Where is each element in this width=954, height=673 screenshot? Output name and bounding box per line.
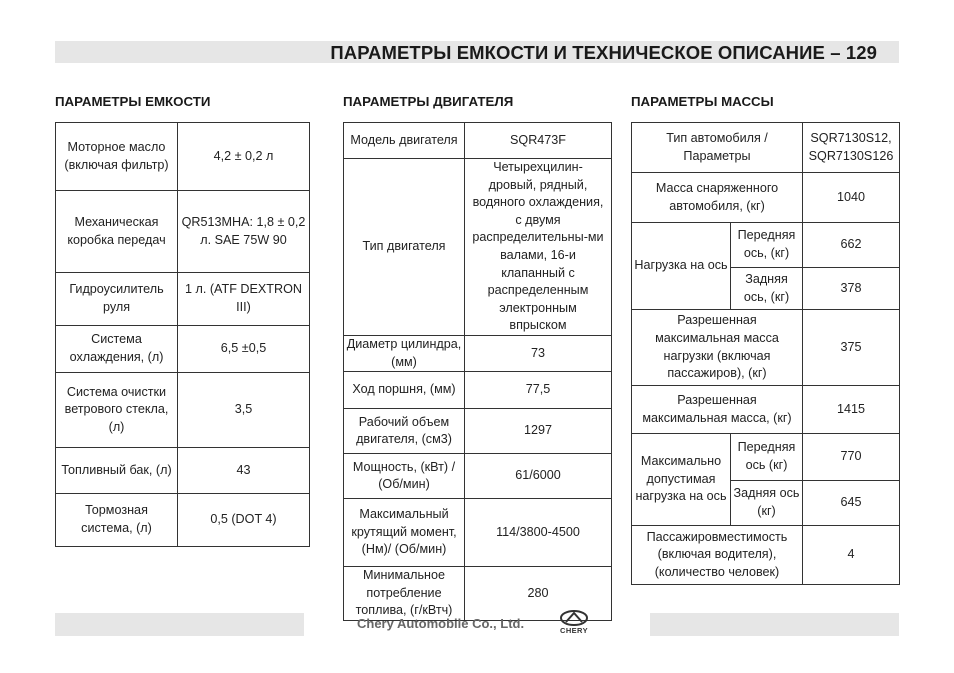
table-row (56, 273, 310, 326)
table-row (632, 223, 900, 268)
mass-axle-front-value: 662 (803, 223, 900, 268)
engine-section-title: ПАРАМЕТРЫ ДВИГАТЕЛЯ (343, 94, 514, 109)
capacity-value: 0,5 (DOT 4) (178, 494, 310, 547)
footer-bar-right (650, 613, 899, 636)
capacity-value: 43 (178, 448, 310, 494)
mass-gross-label: Разрешенная максимальная масса, (кг) (632, 386, 803, 434)
capacity-label: Моторное масло (включая фильтр) (56, 123, 178, 191)
table-row (344, 372, 612, 409)
table-row (632, 123, 900, 173)
table-row (632, 386, 900, 434)
mass-payload-value: 375 (803, 310, 900, 386)
engine-label: Минимальное потребление топлива, (г/кВтч) (344, 567, 465, 621)
table-row (344, 123, 612, 159)
capacity-table (55, 122, 310, 547)
table-row (56, 448, 310, 494)
mass-axle-rear-value: 378 (803, 268, 900, 310)
table-row (56, 373, 310, 448)
table-row (344, 335, 612, 371)
engine-value: 73 (465, 335, 612, 371)
mass-curb-value: 1040 (803, 173, 900, 223)
capacity-value: 4,2 ± 0,2 л (178, 123, 310, 191)
engine-label: Максимальный крутящий момент, (Нм)/ (Об/мин) (344, 499, 465, 567)
mass-max-axle-label: Максимально допустимая нагрузка на ось (632, 434, 731, 526)
capacity-label: Система охлаждения, (л) (56, 326, 178, 373)
mass-max-front-label: Передняя ось (кг) (731, 434, 803, 481)
mass-gross-value: 1415 (803, 386, 900, 434)
footer-bar-left (55, 613, 304, 636)
table-row (632, 526, 900, 585)
engine-value: 280 (465, 567, 612, 621)
mass-seats-value: 4 (803, 526, 900, 585)
table-row (632, 310, 900, 386)
mass-max-rear-value: 645 (803, 481, 900, 526)
engine-label: Ход поршня, (мм) (344, 372, 465, 409)
engine-value: 1297 (465, 409, 612, 454)
engine-label: Модель двигателя (344, 123, 465, 159)
capacity-label: Система очистки ветрового стекла, (л) (56, 373, 178, 448)
engine-label: Тип двигателя (344, 159, 465, 336)
table-row (56, 494, 310, 547)
engine-label: Диаметр цилиндра, (мм) (344, 335, 465, 371)
engine-value: SQR473F (465, 123, 612, 159)
footer-company: Chery Automobile Co., Ltd. (357, 616, 525, 631)
engine-value: 114/3800-4500 (465, 499, 612, 567)
capacity-value: 3,5 (178, 373, 310, 448)
table-row (344, 454, 612, 499)
page-title: ПАРАМЕТРЫ ЕМКОСТИ И ТЕХНИЧЕСКОЕ ОПИСАНИЕ – 129 (330, 42, 877, 63)
table-row (56, 326, 310, 373)
mass-max-front-value: 770 (803, 434, 900, 481)
mass-curb-label: Масса снаряженного автомобиля, (кг) (632, 173, 803, 223)
header-bar (55, 41, 899, 63)
mass-table (631, 122, 900, 585)
capacity-label: Топливный бак, (л) (56, 448, 178, 494)
engine-table (343, 122, 612, 621)
table-row (632, 434, 900, 481)
engine-value: 77,5 (465, 372, 612, 409)
mass-seats-label: Пассажировместимость (включая водителя), (количество человек) (632, 526, 803, 585)
mass-axle-label: Нагрузка на ось (632, 223, 731, 310)
capacity-value: 6,5 ±0,5 (178, 326, 310, 373)
capacity-label: Гидроусилитель руля (56, 273, 178, 326)
table-row (632, 173, 900, 223)
mass-type-label: Тип автомобиля / Параметры (632, 123, 803, 173)
capacity-value: QR513MHA: 1,8 ± 0,2 л. SAE 75W 90 (178, 191, 310, 273)
table-row (344, 159, 612, 336)
capacity-value: 1 л. (ATF DEXTRON III) (178, 273, 310, 326)
mass-axle-front-label: Передняя ось, (кг) (731, 223, 803, 268)
mass-max-rear-label: Задняя ось (кг) (731, 481, 803, 526)
engine-value: Четырехцилин-дровый, рядный, водяного охлаждения, с двумя распределительны-ми валами, 16-и клапанный с распределенным электронным впрыском (465, 159, 612, 336)
engine-label: Рабочий объем двигателя, (см3) (344, 409, 465, 454)
mass-axle-rear-label: Задняя ось, (кг) (731, 268, 803, 310)
table-row (344, 409, 612, 454)
chery-logo-text: CHERY (560, 626, 588, 635)
capacity-section-title: ПАРАМЕТРЫ ЕМКОСТИ (55, 94, 211, 109)
mass-type-value: SQR7130S12, SQR7130S126 (803, 123, 900, 173)
capacity-label: Тормозная система, (л) (56, 494, 178, 547)
capacity-label: Механическая коробка передач (56, 191, 178, 273)
mass-payload-label: Разрешенная максимальная масса нагрузки (включая пассажиров), (кг) (632, 310, 803, 386)
table-row (56, 123, 310, 191)
engine-value: 61/6000 (465, 454, 612, 499)
mass-section-title: ПАРАМЕТРЫ МАССЫ (631, 94, 774, 109)
engine-label: Мощность, (кВт) / (Об/мин) (344, 454, 465, 499)
table-row (56, 191, 310, 273)
table-row (344, 499, 612, 567)
